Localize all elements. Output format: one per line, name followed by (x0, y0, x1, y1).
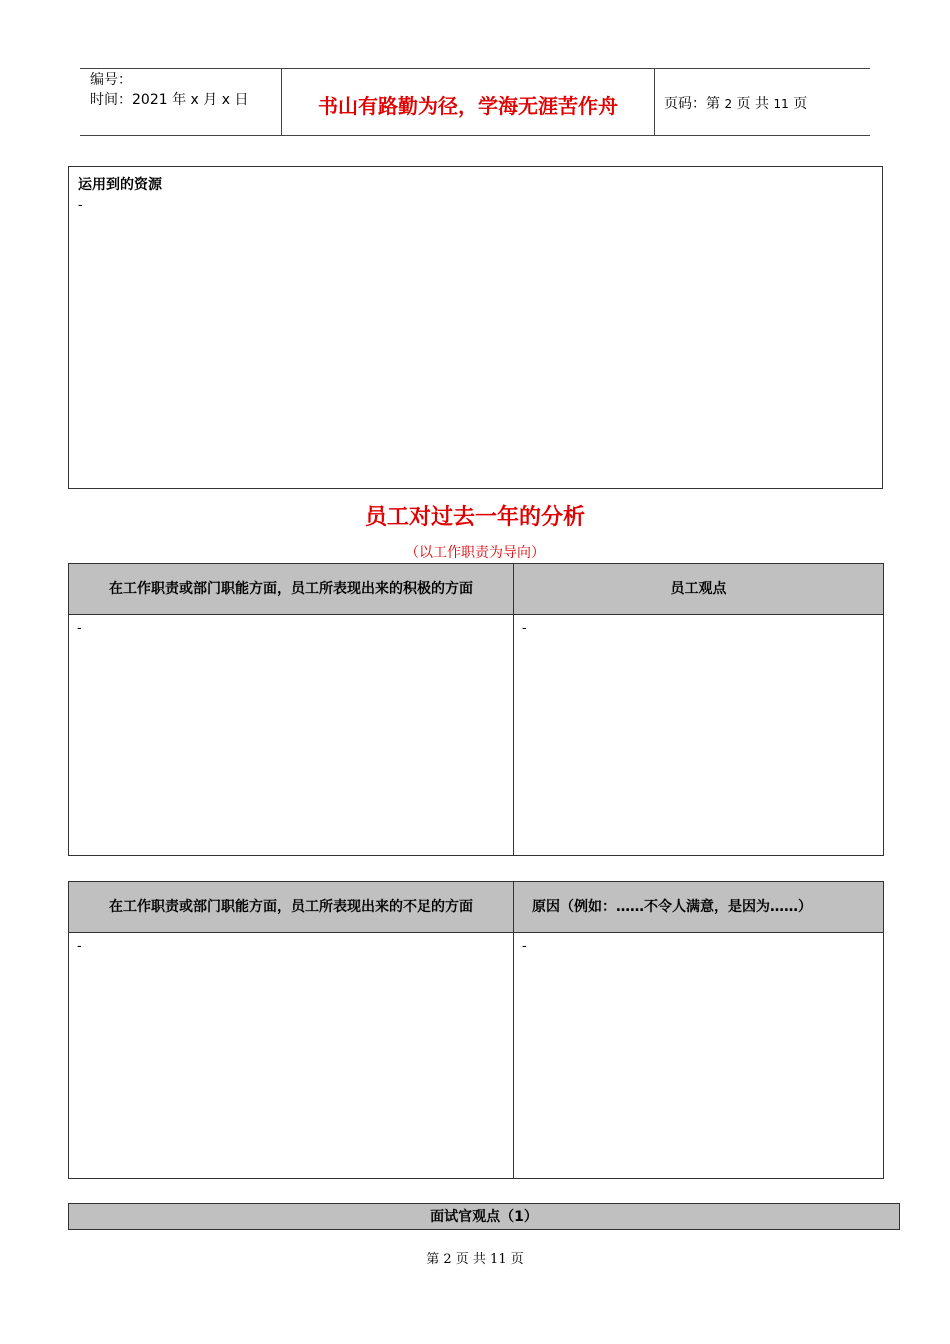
header-bottom-rule (80, 135, 870, 136)
positive-aspects-table (68, 563, 884, 856)
page-suffix: 页 (793, 96, 808, 112)
header-divider-2 (654, 68, 655, 136)
resources-content[interactable]: - (78, 198, 83, 213)
page-mid: 页 共 (736, 96, 769, 112)
employee-view-header: 员工观点 (514, 564, 884, 615)
negative-aspects-table (68, 881, 884, 1179)
header-meta (90, 70, 248, 110)
page-footer: 第 2 页 共 11 页 (426, 1252, 524, 1267)
page-total: 11 (773, 97, 789, 111)
reason-cell[interactable]: - (514, 933, 884, 1179)
resources-title: 运用到的资源 (78, 177, 162, 193)
document-number-label: 编号： (90, 72, 132, 88)
reason-header: 原因（例如：……不令人满意，是因为……） (514, 882, 884, 933)
employee-view-cell[interactable]: - (514, 615, 884, 856)
header-top-rule (80, 68, 870, 69)
page-prefix: 页码：第 (664, 96, 720, 112)
negative-aspects-header: 在工作职责或部门职能方面，员工所表现出来的不足的方面 (69, 882, 514, 933)
document-date: 时间：2021 年 x 月 x 日 (90, 92, 249, 108)
resources-box (68, 166, 883, 489)
section-subtitle: （以工作职责为导向） (405, 545, 545, 561)
section-title: 员工对过去一年的分析 (364, 505, 585, 530)
positive-aspects-cell[interactable]: - (69, 615, 514, 856)
header-page-number (664, 93, 807, 113)
page-current: 2 (724, 97, 733, 111)
negative-aspects-cell[interactable]: - (69, 933, 514, 1179)
interviewer-view-header: 面试官观点（1） (68, 1203, 900, 1230)
header-motto: 书山有路勤为径，学海无涯苦作舟 (318, 94, 618, 118)
positive-aspects-header: 在工作职责或部门职能方面，员工所表现出来的积极的方面 (69, 564, 514, 615)
